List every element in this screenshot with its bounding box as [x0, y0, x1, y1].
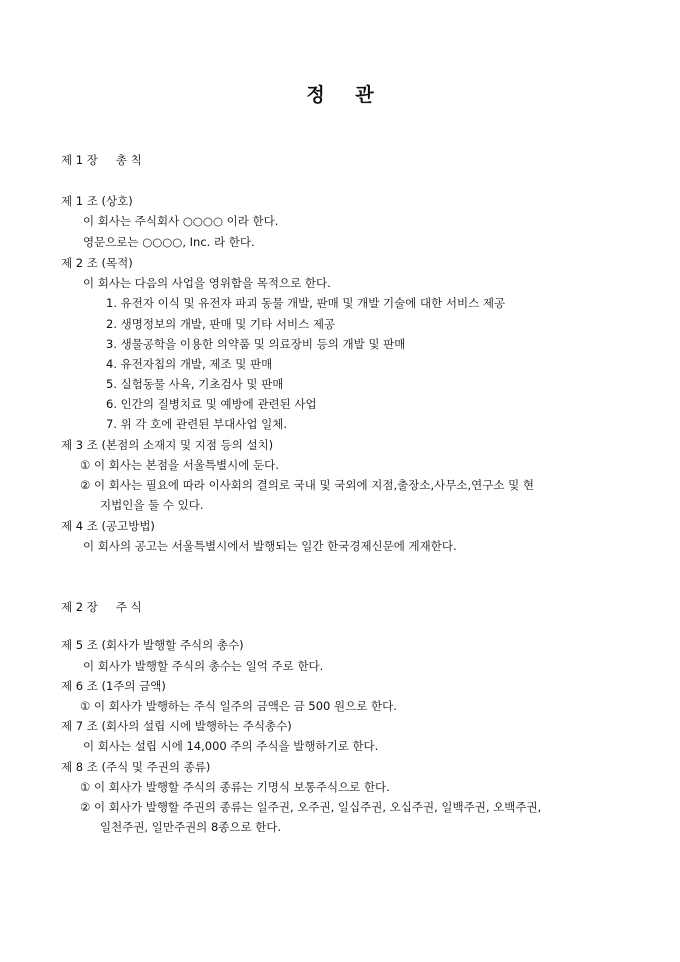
list-item: 4. 유전자칩의 개발, 제조 및 판매: [106, 357, 273, 371]
chapter-title: 총 칙: [115, 153, 142, 167]
list-item: 3. 생물공학을 이용한 의약품 및 의료장비 등의 개발 및 판매: [106, 337, 406, 351]
chapter-label: 제 2 장: [61, 600, 98, 614]
list-item: 7. 위 각 호에 관련된 부대사업 일체.: [106, 417, 287, 431]
article-8-heading: 제 8 조 (주식 및 주권의 종류): [61, 760, 211, 774]
chapter-label: 제 1 장: [61, 153, 98, 167]
article-3-paragraph-2: ② 이 회사는 필요에 따라 이사회의 결의로 국내 및 국외에 지점,출장소,사무소,연구소 및 현: [80, 478, 534, 492]
article-1-heading: 제 1 조 (상호): [61, 194, 133, 208]
document-title: 정 관: [306, 84, 386, 106]
article-3-paragraph-1: ① 이 회사는 본점을 서울특별시에 둔다.: [80, 458, 279, 472]
article-3-paragraph-2-continued: 지법인을 둘 수 있다.: [100, 498, 204, 512]
article-2-intro: 이 회사는 다음의 사업을 영위함을 목적으로 한다.: [83, 276, 331, 290]
list-item: 5. 실험동물 사육, 기초검사 및 판매: [106, 377, 284, 391]
article-2-heading: 제 2 조 (목적): [61, 256, 133, 270]
chapter-2-heading: [61, 599, 142, 615]
article-5-heading: 제 5 조 (회사가 발행할 주식의 총수): [61, 638, 244, 652]
article-6-line: ① 이 회사가 발행하는 주식 일주의 금액은 금 500 원으로 한다.: [80, 699, 397, 713]
article-8-paragraph-1: ① 이 회사가 발행할 주식의 종류는 기명식 보통주식으로 한다.: [80, 780, 390, 794]
article-1-line-2: 영문으로는 ○○○○, Inc. 라 한다.: [83, 235, 255, 249]
chapter-1-heading: [61, 152, 142, 168]
article-5-line: 이 회사가 발행할 주식의 총수는 일억 주로 한다.: [83, 659, 324, 673]
article-3-heading: 제 3 조 (본점의 소재지 및 지점 등의 설치): [61, 438, 274, 452]
list-item: 2. 생명정보의 개발, 판매 및 기타 서비스 제공: [106, 317, 336, 331]
article-4-line: 이 회사의 공고는 서울특별시에서 발행되는 일간 한국경제신문에 게재한다.: [83, 539, 457, 553]
article-7-heading: 제 7 조 (회사의 설립 시에 발행하는 주식총수): [61, 719, 292, 733]
article-8-paragraph-2-continued: 일천주권, 일만주권의 8종으로 한다.: [100, 820, 282, 834]
article-8-paragraph-2: ② 이 회사가 발행할 주권의 종류는 일주권, 오주권, 일십주권, 오십주권, 일백주권, 오백주권,: [80, 800, 542, 814]
list-item: 1. 유전자 이식 및 유전자 파괴 동물 개발, 판매 및 개발 기술에 대한 서비스 제공: [106, 296, 506, 310]
article-7-line: 이 회사는 설립 시에 14,000 주의 주식을 발행하기로 한다.: [83, 739, 379, 753]
article-1-line-1: 이 회사는 주식회사 ○○○○ 이라 한다.: [83, 214, 279, 228]
list-item: 6. 인간의 질병치료 및 예방에 관련된 사업: [106, 397, 317, 411]
chapter-title: 주 식: [115, 600, 142, 614]
article-4-heading: 제 4 조 (공고방법): [61, 519, 155, 533]
article-6-heading: 제 6 조 (1주의 금액): [61, 679, 166, 693]
